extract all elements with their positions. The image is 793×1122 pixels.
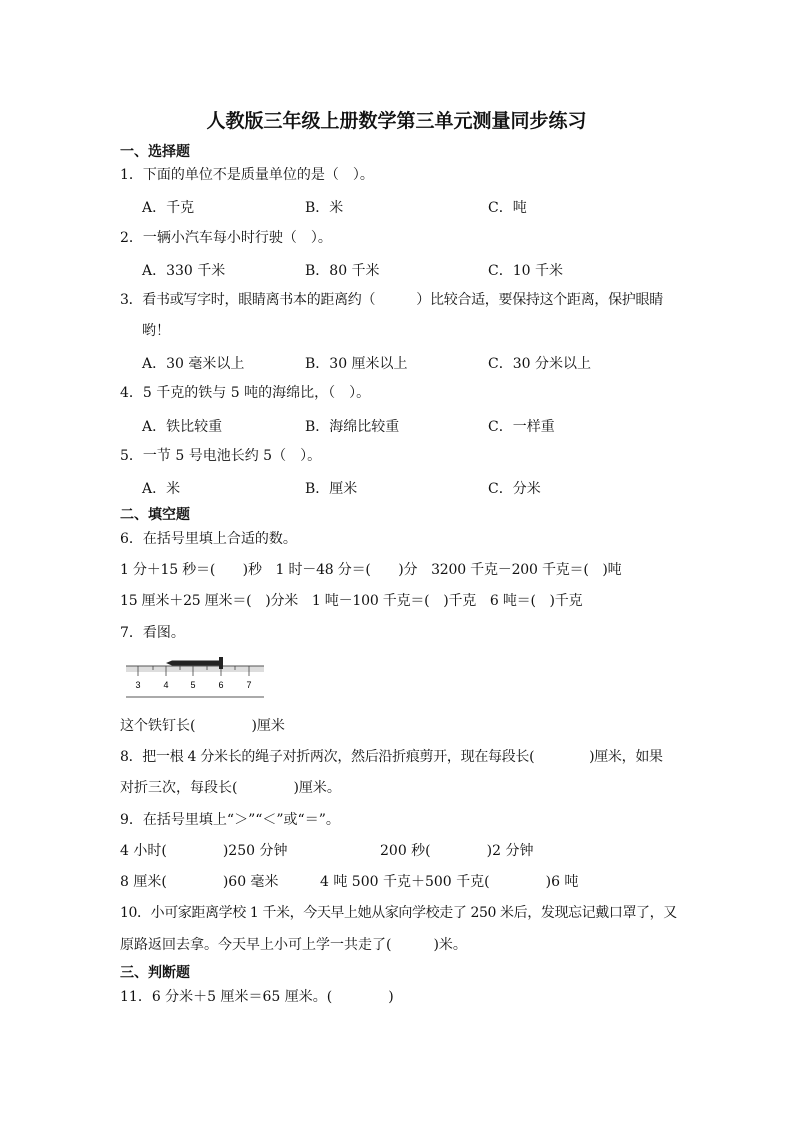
ruler-tick-label: 7: [246, 680, 252, 690]
ruler-tick-label: 6: [218, 680, 224, 690]
question-2-option-a: A．330 千米: [142, 263, 226, 279]
question-9-stem: 9．在括号里填上“＞”“＜”或“＝”。: [120, 812, 340, 828]
question-8-line2: 对折三次，每段长( )厘米。: [120, 780, 341, 796]
question-5-option-b: B．厘米: [305, 481, 358, 497]
question-3-stem-line1: 3．看书或写字时，眼睛离书本的距离约（ ）比较合适，要保持这个距离，保护眼睛: [120, 292, 663, 308]
question-1-option-a: A．千克: [142, 200, 195, 216]
question-6-line1: 1 分＋15 秒＝( )秒 1 时－48 分＝( )分 3200 千克－200 千克＝( )吨: [120, 562, 622, 578]
question-8-line1: 8．把一根 4 分米长的绳子对折两次，然后沿折痕剪开，现在每段长( )厘米，如果: [120, 749, 663, 765]
question-11-stem: 11．6 分米＋5 厘米＝65 厘米。( ): [120, 989, 394, 1005]
question-3-stem-line2: 哟！: [142, 323, 170, 339]
iron-nail-head: [219, 657, 223, 669]
section-heading-fill: 二、填空题: [120, 507, 190, 523]
question-9-item-c: 8 厘米( )60 毫米: [120, 874, 279, 890]
iron-nail-shape: [166, 661, 220, 666]
question-4-stem: 4．5 千克的铁与 5 吨的海绵比，（ ）。: [120, 385, 371, 401]
question-7-stem: 7．看图。: [120, 625, 185, 641]
question-10-line1: 10．小可家距离学校 1 千米，今天早上她从家向学校走了 250 米后，发现忘记戴口罩了，又: [120, 905, 677, 921]
question-4-option-a: A．铁比较重: [142, 419, 223, 435]
question-2-stem: 2．一辆小汽车每小时行驶（ ）。: [120, 230, 332, 246]
ruler-tick-label: 4: [163, 680, 169, 690]
question-1-option-b: B．米: [305, 200, 344, 216]
question-4-option-b: B．海绵比较重: [305, 419, 400, 435]
section-heading-choice: 一、选择题: [120, 144, 190, 160]
question-5-stem: 5．一节 5 号电池长约 5（ ）。: [120, 448, 322, 464]
question-5-option-c: C．分米: [488, 481, 541, 497]
section-heading-judge: 三、判断题: [120, 965, 190, 981]
question-4-option-c: C．一样重: [488, 419, 555, 435]
question-7-answer-line: 这个铁钉长( )厘米: [120, 718, 285, 734]
question-1-option-c: C．吨: [488, 200, 527, 216]
question-9-item-d: 4 吨 500 千克＋500 千克( )6 吨: [320, 874, 579, 890]
question-3-option-c: C．30 分米以上: [488, 356, 591, 372]
question-3-option-b: B．30 厘米以上: [305, 356, 408, 372]
question-2-option-c: C．10 千米: [488, 263, 563, 279]
question-2-option-b: B．80 千米: [305, 263, 380, 279]
question-9-item-a: 4 小时( )250 分钟: [120, 843, 288, 859]
question-5-option-a: A．米: [142, 481, 181, 497]
ruler-with-nail-figure: [126, 655, 264, 701]
ruler-tick-label: 3: [135, 680, 141, 690]
question-6-line2: 15 厘米＋25 厘米＝( )分米 1 吨－100 千克＝( )千克 6 吨＝( )千克: [120, 593, 583, 609]
page-title: 人教版三年级上册数学第三单元测量同步练习: [206, 110, 587, 132]
ruler-tick-label: 5: [190, 680, 196, 690]
question-3-option-a: A．30 毫米以上: [142, 356, 245, 372]
question-10-line2: 原路返回去拿。今天早上小可上学一共走了( )米。: [120, 937, 467, 953]
question-6-stem: 6．在括号里填上合适的数。: [120, 531, 297, 547]
question-9-item-b: 200 秒( )2 分钟: [380, 843, 534, 859]
question-1-stem: 1．下面的单位不是质量单位的是（ ）。: [120, 167, 374, 183]
